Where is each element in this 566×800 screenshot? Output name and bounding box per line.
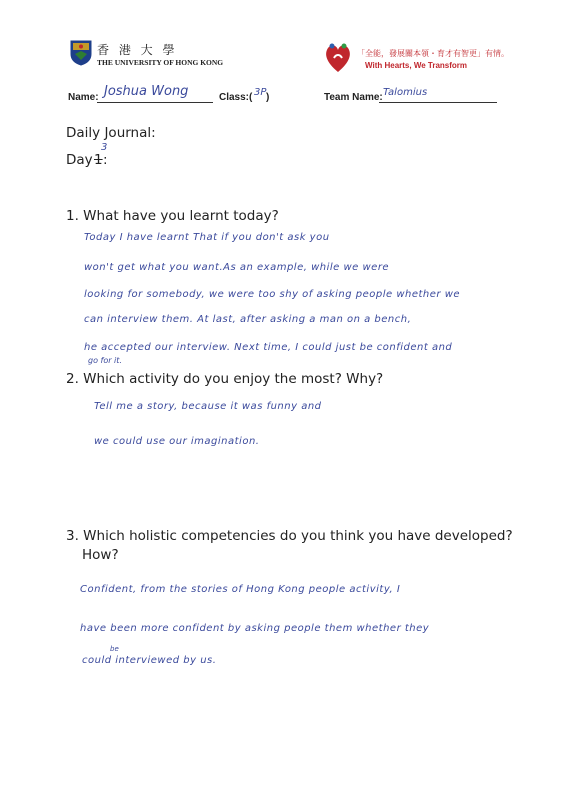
name-value: Joshua Wong [104,84,189,99]
day-crossed-number: 1 [94,152,103,168]
answer-3-line-3: could interviewed by us. [82,655,217,666]
answer-1-line-1: Today I have learnt That if you don't ask you [84,232,330,243]
answer-1-line-3: looking for somebody, we were too shy of asking people whether we [84,289,461,300]
class-label: Class: [219,92,250,103]
day-label: Day [66,152,93,168]
question-2-prompt: 2. Which activity do you enjoy the most? Why? [66,371,384,387]
journal-title: Daily Journal: [66,125,156,141]
answer-1-line-5: he accepted our interview. Next time, I could just be confident and [84,342,453,353]
name-underline [97,101,213,103]
day-colon: : [103,152,108,168]
team-name-underline [379,101,497,103]
day-corrected-number: 3 [101,142,108,153]
question-1-prompt: 1. What have you learnt today? [66,208,279,224]
hku-crest-icon [70,40,92,66]
university-english-name: THE UNIVERSITY OF HONG KONG [97,58,224,67]
answer-1-line-2: won't get what you want.As an example, while we were [84,262,390,273]
class-value: 3P [254,87,267,98]
university-chinese-name: 香 港 大 學 [97,43,178,57]
answer-2-line-1: Tell me a story, because it was funny and [94,401,322,412]
question-3-prompt: 3. Which holistic competencies do you think you have developed? [66,528,513,544]
name-label: Name: [68,92,99,103]
project-heart-logo-icon [322,38,354,76]
class-open-paren: ( [249,92,253,103]
answer-3-line-1: Confident, from the stories of Hong Kong people activity, I [80,584,401,595]
slogan-english: With Hearts, We Transform [365,61,468,70]
slogan-chinese: 「全能，發展關本領・育才有智更」有情。 [357,49,509,58]
class-close-paren: ) [266,92,270,103]
answer-2-line-2: we could use our imagination. [94,436,260,447]
team-name-label: Team Name: [324,92,383,103]
team-name-value: Talomius [383,87,428,98]
answer-1-line-6: go for it. [88,356,122,365]
answer-3-line-2: have been more confident by asking people them whether they [80,623,430,634]
question-3-prompt-how: How? [82,547,119,563]
answer-3-insert-mark: be [110,645,119,653]
answer-1-line-4: can interview them. At last, after asking a man on a bench, [84,314,412,325]
